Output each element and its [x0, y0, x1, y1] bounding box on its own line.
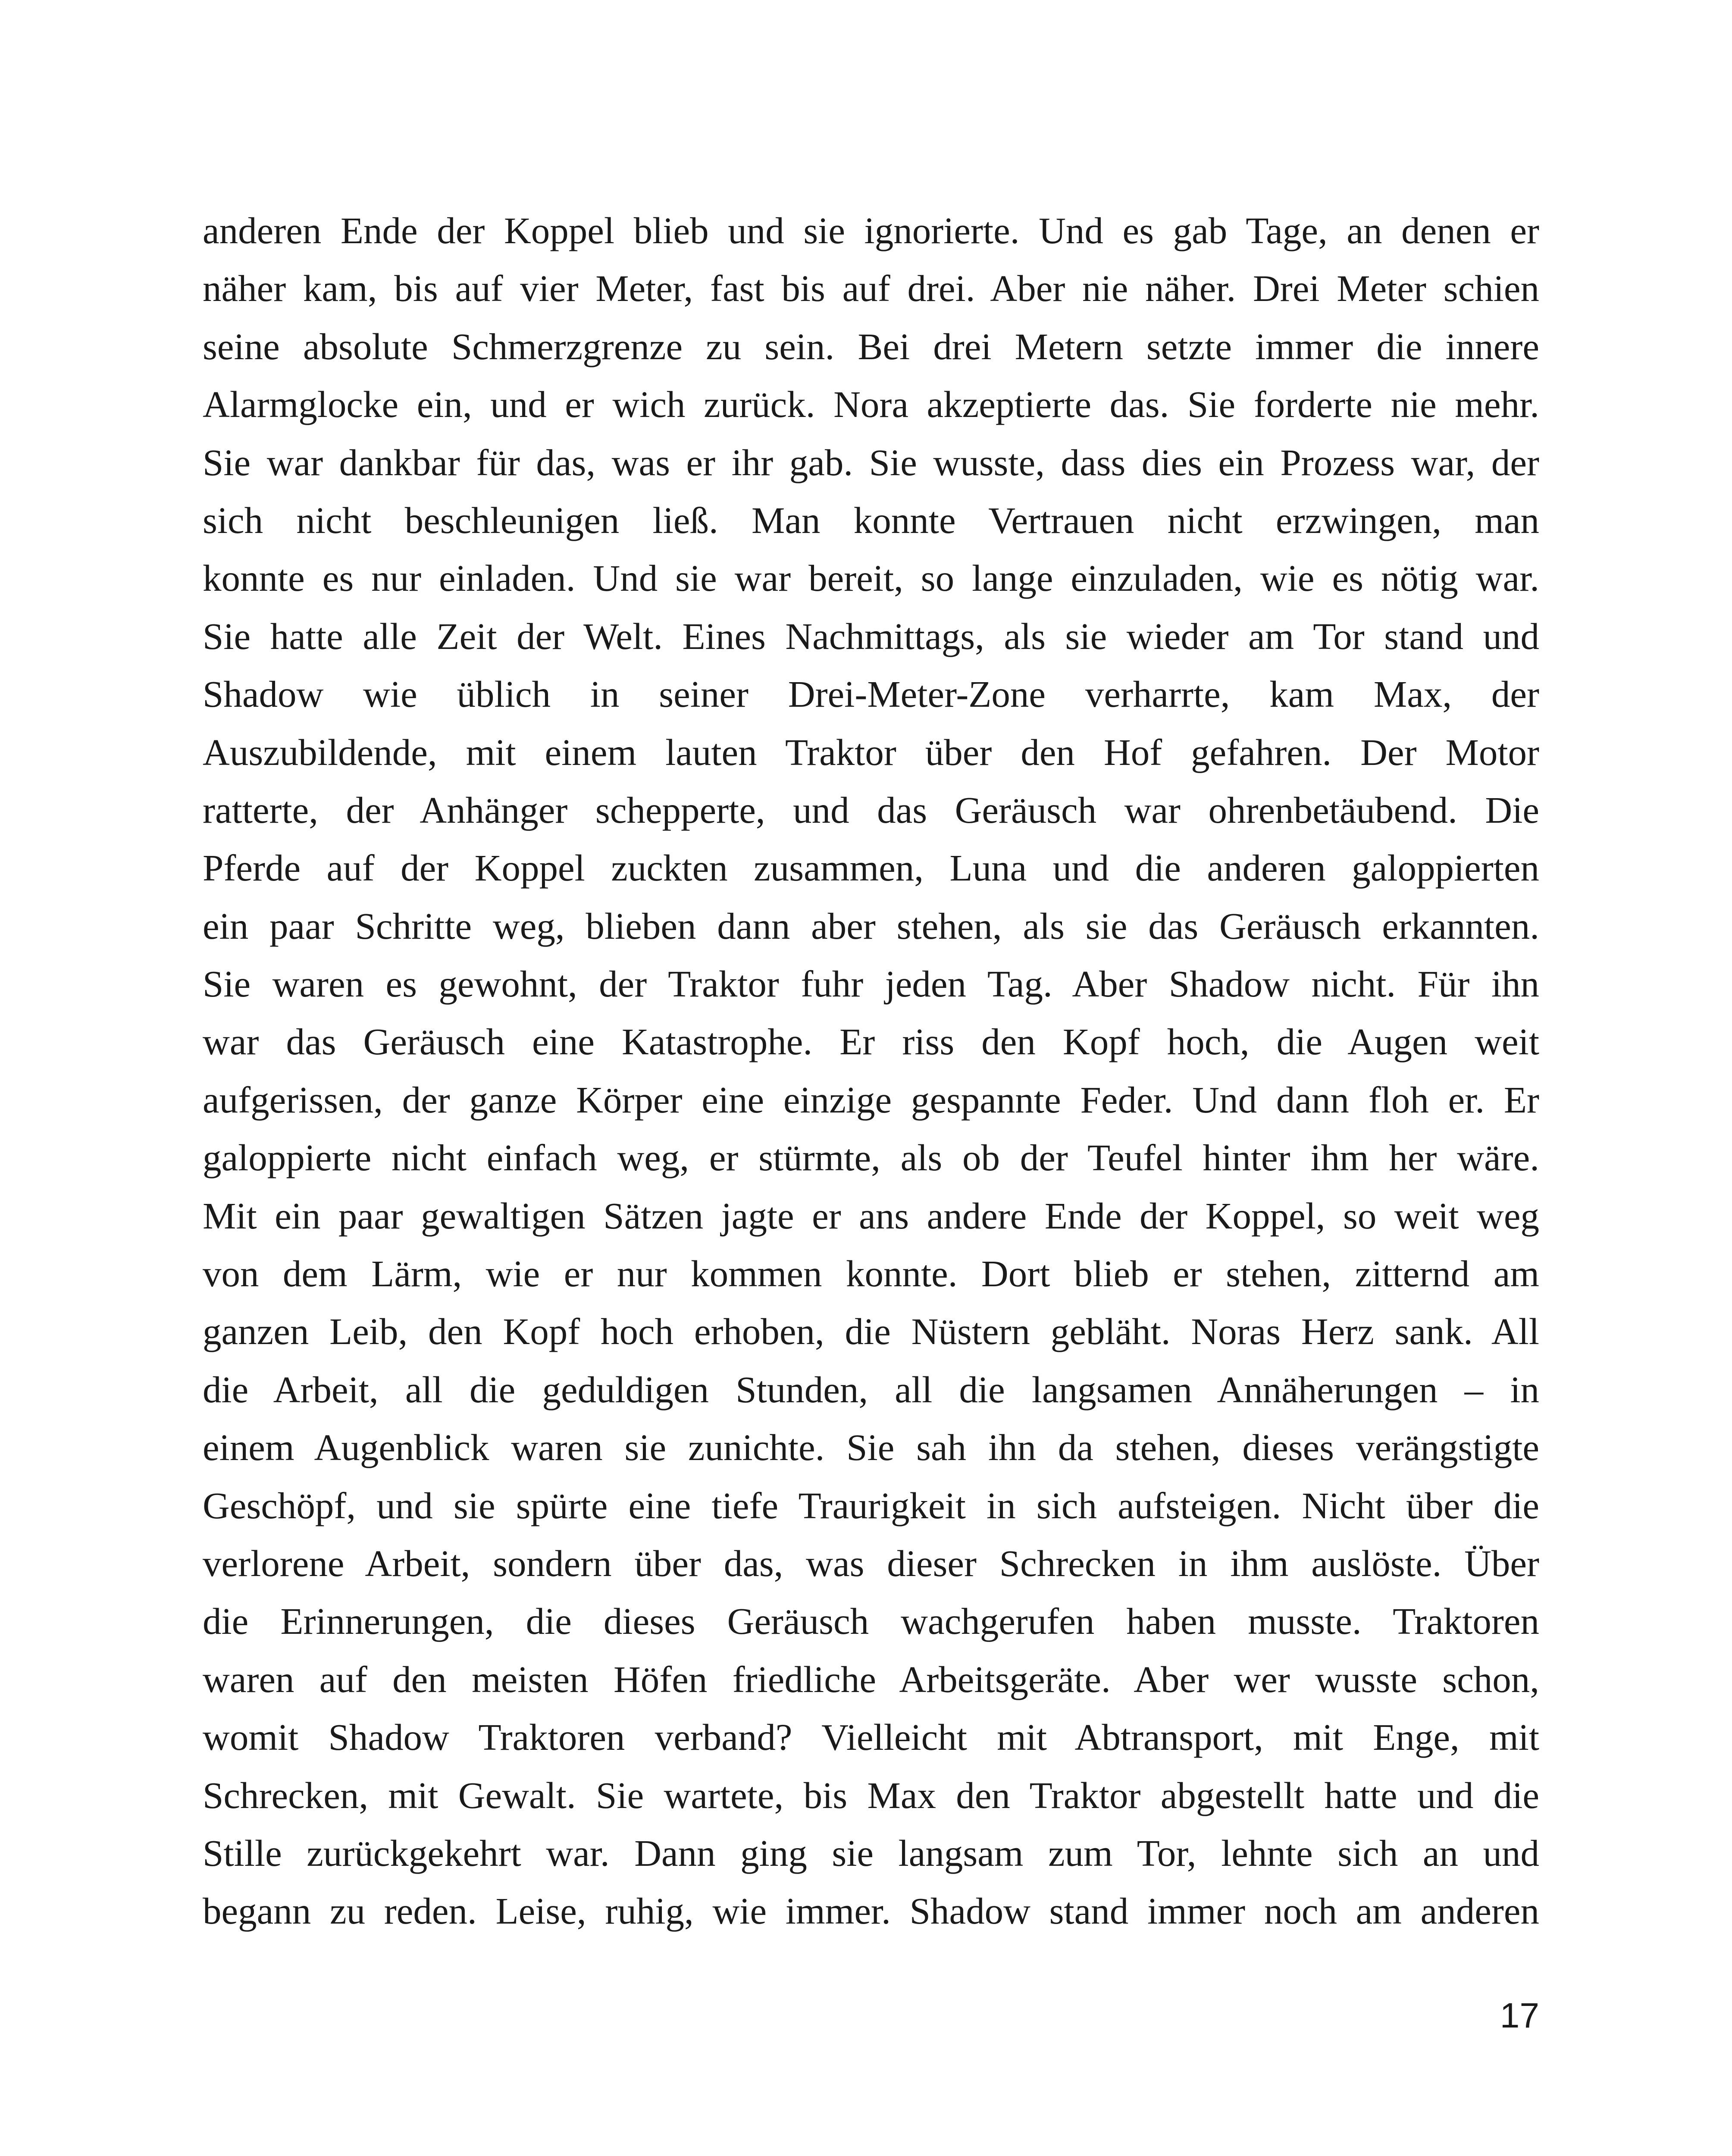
text-line: die Arbeit, all die geduldigen Stunden, all die langsamen Annäherungen – in [203, 1368, 1539, 1410]
text-line: anderen Ende der Koppel blieb und sie ignorierte. Und es gab Tage, an denen er [203, 210, 1539, 251]
text-line: war das Geräusch eine Katastrophe. Er riss den Kopf hoch, die Augen weit [203, 1021, 1539, 1063]
text-line: die Erinnerungen, die dieses Geräusch wachgerufen haben musste. Traktoren [203, 1600, 1539, 1642]
text-line: Sie hatte alle Zeit der Welt. Eines Nachmittags, als sie wieder am Tor stand und [203, 615, 1539, 657]
text-line: galoppierte nicht einfach weg, er stürmte, als ob der Teufel hinter ihm her wäre. [203, 1137, 1539, 1179]
text-line: Auszubildende, mit einem lauten Traktor über den Hof gefahren. Der Motor [203, 731, 1539, 773]
text-line: Sie war dankbar für das, was er ihr gab. Sie wusste, dass dies ein Prozess war, der [203, 441, 1539, 483]
text-line: Mit ein paar gewaltigen Sätzen jagte er ans andere Ende der Koppel, so weit weg [203, 1194, 1539, 1237]
text-line: seine absolute Schmerzgrenze zu sein. Bei drei Metern setzte immer die innere [203, 325, 1539, 367]
text-line: womit Shadow Traktoren verband? Vielleicht mit Abtransport, mit Enge, mit [203, 1716, 1539, 1758]
text-line: aufgerissen, der ganze Körper eine einzige gespannte Feder. Und dann floh er. Er [203, 1078, 1539, 1121]
text-line: Alarmglocke ein, und er wich zurück. Nora akzeptierte das. Sie forderte nie mehr. [203, 383, 1539, 426]
text-line: ratterte, der Anhänger schepperte, und das Geräusch war ohrenbetäubend. Die [203, 789, 1539, 831]
text-line: Geschöpf, und sie spürte eine tiefe Traurigkeit in sich aufsteigen. Nicht über die [203, 1484, 1539, 1526]
text-line: von dem Lärm, wie er nur kommen konnte. Dort blieb er stehen, zitternd am [203, 1253, 1539, 1295]
text-line: einem Augenblick waren sie zunichte. Sie sah ihn da stehen, dieses verängstigte [203, 1426, 1539, 1469]
text-line: Pferde auf der Koppel zuckten zusammen, Luna und die anderen galoppierten [203, 847, 1539, 889]
text-line: Stille zurückgekehrt war. Dann ging sie langsam zum Tor, lehnte sich an und [203, 1832, 1539, 1874]
body-text [203, 202, 1539, 1940]
text-line: ganzen Leib, den Kopf hoch erhoben, die Nüstern gebläht. Noras Herz sank. All [203, 1310, 1539, 1353]
text-line: begann zu reden. Leise, ruhig, wie immer. Shadow stand immer noch am anderen [203, 1890, 1539, 1932]
text-line: konnte es nur einladen. Und sie war bereit, so lange einzuladen, wie es nötig war. [203, 557, 1539, 599]
text-line: waren auf den meisten Höfen friedliche Arbeitsgeräte. Aber wer wusste schon, [203, 1658, 1539, 1700]
text-line: Sie waren es gewohnt, der Traktor fuhr jeden Tag. Aber Shadow nicht. Für ihn [203, 963, 1539, 1005]
text-line: verlorene Arbeit, sondern über das, was dieser Schrecken in ihm auslöste. Über [203, 1542, 1539, 1584]
text-line: Shadow wie üblich in seiner Drei-Meter-Zone verharrte, kam Max, der [203, 673, 1539, 715]
text-line: näher kam, bis auf vier Meter, fast bis auf drei. Aber nie näher. Drei Meter schien [203, 267, 1539, 310]
page-number: 17 [1500, 1996, 1539, 2035]
text-line: sich nicht beschleunigen ließ. Man konnte Vertrauen nicht erzwingen, man [203, 499, 1539, 541]
text-line: ein paar Schritte weg, blieben dann aber stehen, als sie das Geräusch erkannten. [203, 905, 1539, 947]
text-line: Schrecken, mit Gewalt. Sie wartete, bis Max den Traktor abgestellt hatte und die [203, 1774, 1539, 1816]
